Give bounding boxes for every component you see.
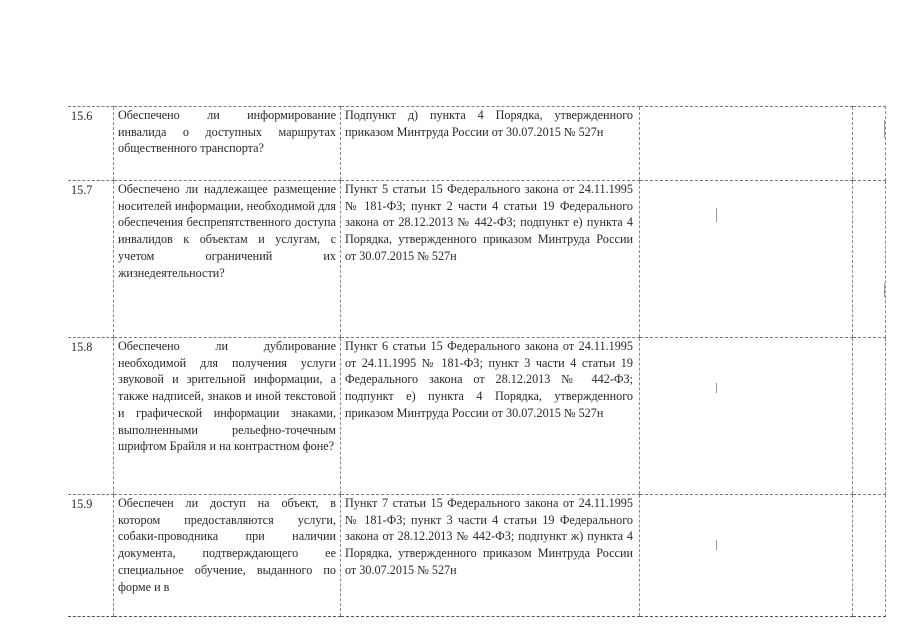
- scan-mark: [716, 208, 717, 222]
- legal-reference: Подпункт д) пункта 4 Порядка, утвержденного приказом Минтруда России от 30.07.2015 № 527н: [341, 107, 640, 181]
- scan-mark: [884, 283, 885, 297]
- requirement-question: Обеспечено ли информирование инвалида о доступных маршрутах общественного транспорта?: [114, 107, 341, 181]
- item-number: 15.8: [68, 338, 114, 495]
- item-number: 15.6: [68, 107, 114, 181]
- legal-reference: Пункт 6 статьи 15 Федерального закона от 24.11.1995 от 24.11.1995 № 181-ФЗ; пункт 3 части 4 статьи 19 Федерального закона от 28.12.2013 № 442-ФЗ; подпункт е) пункта 4 Порядка, утвержденного приказом Минтруда России от 30.07.2015 № 527н: [341, 338, 640, 495]
- empty-cell: [640, 495, 853, 617]
- scan-mark: [716, 540, 717, 550]
- legal-reference: Пункт 7 статьи 15 Федерального закона от 24.11.1995 № 181-ФЗ; пункт 3 части 4 статьи 19 Федерального закона от 28.12.2013 № 442-ФЗ; подпункт ж) пункта 4 Порядка, утвержденного приказом Минтруда России от 30.07.2015 № 527н: [341, 495, 640, 617]
- requirements-table: [68, 106, 886, 617]
- requirement-question: Обеспечено ли надлежащее размещение носителей информации, необходимой для обеспечения беспрепятственного доступа инвалидов к объектам и услугам, с учетом ограничений их жизнедеятельности?: [114, 181, 341, 338]
- table-row: [68, 107, 886, 181]
- item-number: 15.7: [68, 181, 114, 338]
- table-row: [68, 181, 886, 338]
- empty-cell: [640, 181, 853, 338]
- table-row: [68, 495, 886, 617]
- document-page: [68, 106, 886, 617]
- scan-mark: [884, 120, 885, 138]
- empty-cell: [853, 495, 886, 617]
- empty-cell: [640, 338, 853, 495]
- table-row: [68, 338, 886, 495]
- scan-mark: [716, 383, 717, 393]
- empty-cell: [853, 107, 886, 181]
- empty-cell: [853, 338, 886, 495]
- item-number: 15.9: [68, 495, 114, 617]
- legal-reference: Пункт 5 статьи 15 Федерального закона от 24.11.1995 № 181-ФЗ; пункт 2 части 4 статьи 19 Федерального закона от 28.12.2013 № 442-ФЗ; подпункт е) пункта 4 Порядка, утвержденного приказом Минтруда России от 30.07.2015 № 527н: [341, 181, 640, 338]
- requirement-question: Обеспечен ли доступ на объект, в котором предоставляются услуги, собаки-проводника при наличии документа, подтверждающего ее специальное обучение, выданного по форме и в: [114, 495, 341, 617]
- requirement-question: Обеспечено ли дублирование необходимой для получения услуги звуковой и зрительной информации, а также надписей, знаков и иной текстовой и графической информации знаками, выполненными рельефно-точечным шрифтом Брайля и на контрастном фоне?: [114, 338, 341, 495]
- empty-cell: [853, 181, 886, 338]
- empty-cell: [640, 107, 853, 181]
